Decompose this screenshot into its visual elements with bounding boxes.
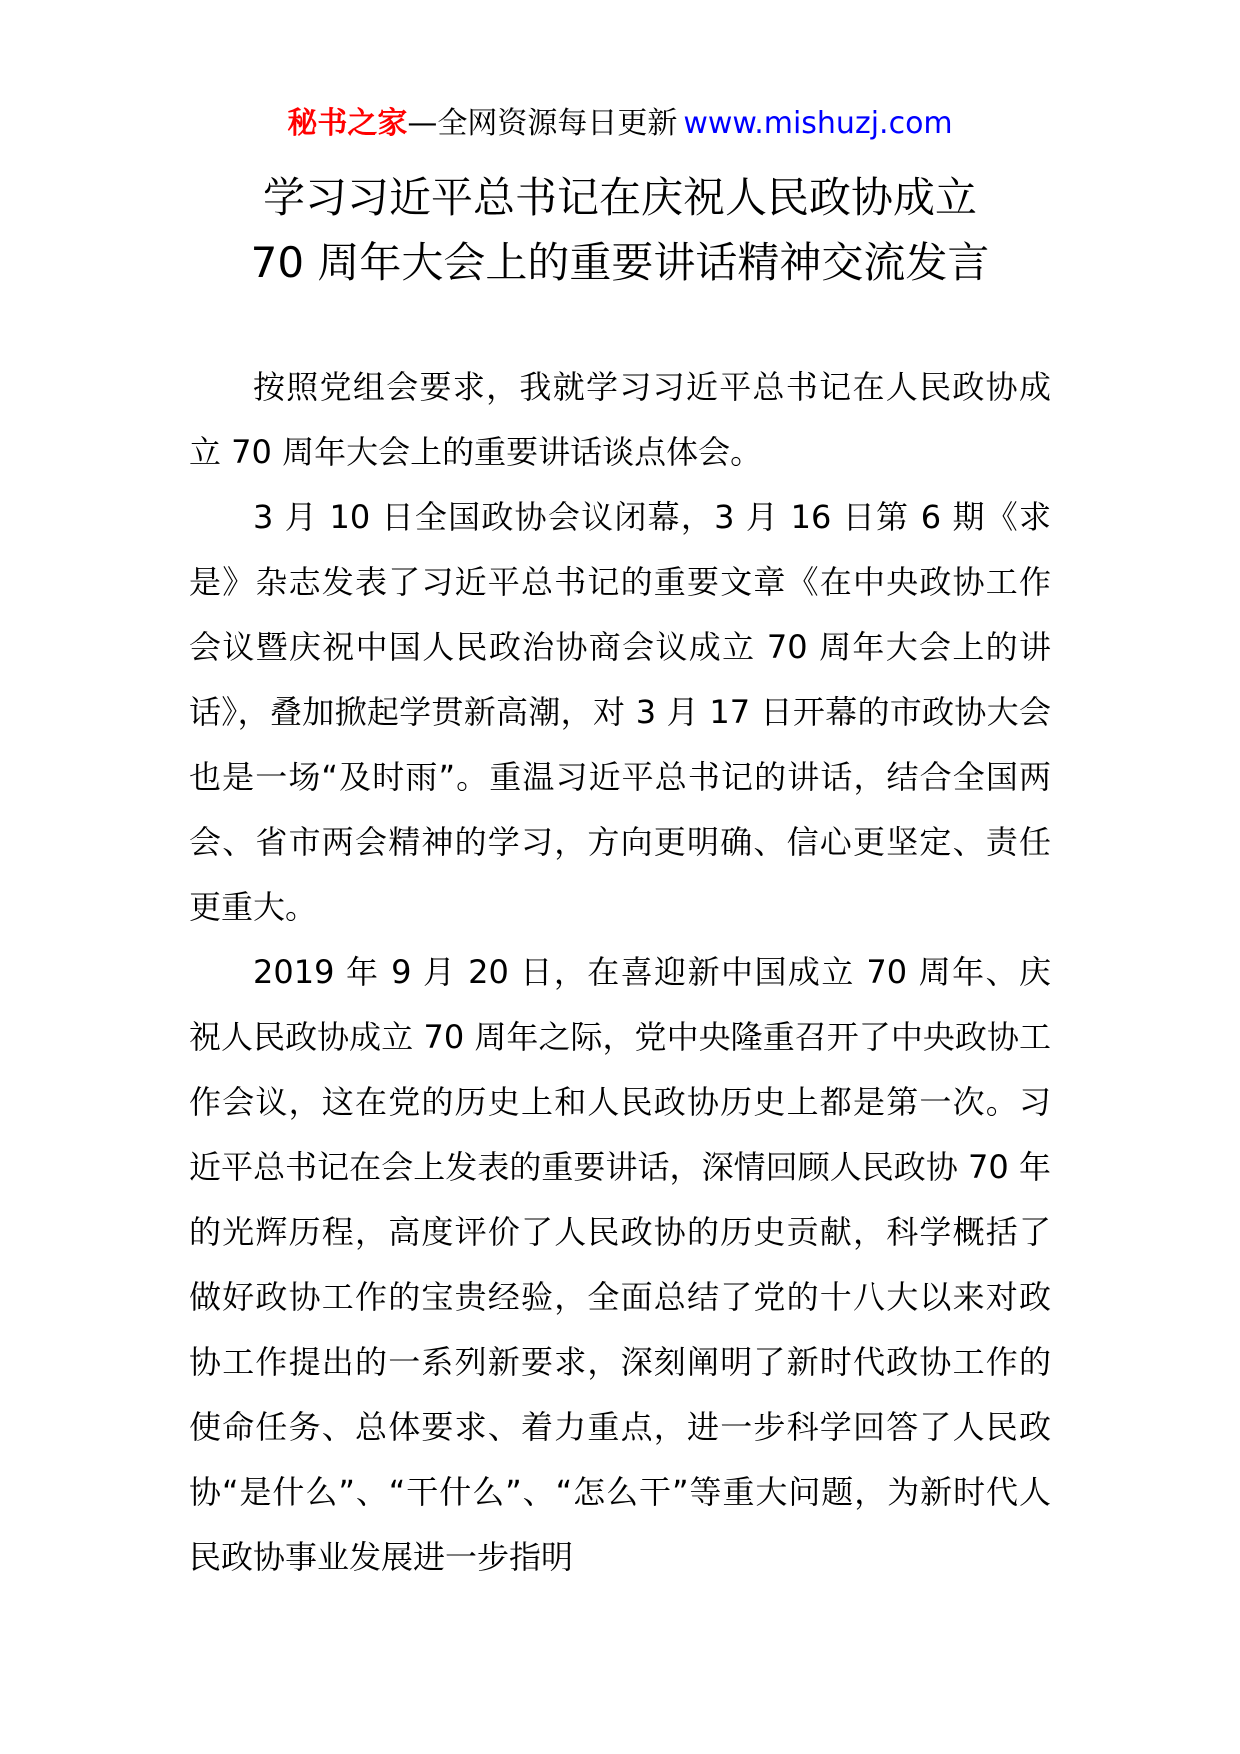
site-header [0, 104, 1240, 144]
header-tagline: —全网资源每日更新 [407, 106, 678, 141]
document-body [189, 355, 1051, 1590]
title-line-1: 学习习近平总书记在庆祝人民政协成立 [262, 173, 977, 222]
paragraph-1: 按照党组会要求，我就学习习近平总书记在人民政协成立 70 周年大会上的重要讲话谈点体会。 [189, 368, 1051, 471]
title-line-2: 70 周年大会上的重要讲话精神交流发言 [250, 238, 990, 287]
paragraph-2: 3 月 10 日全国政协会议闭幕，3 月 16 日第 6 期《求是》杂志发表了习近平总书记的重要文章《在中央政协工作会议暨庆祝中国人民政治协商会议成立 70 周年大会上的讲话》，叠加掀起学贯新高潮，对 3 月 17 日开幕的市政协大会也是一场“及时雨”。重温习近平总书记的讲话，结合全国两会、省市两会精神的学习，方向更明确、信心更坚定、责任更重大。 [189, 498, 1051, 926]
site-url: www.mishuzj.com [683, 106, 953, 141]
paragraph-3: 2019 年 9 月 20 日，在喜迎新中国成立 70 周年、庆祝人民政协成立 70 周年之际，党中央隆重召开了中央政协工作会议，这在党的历史上和人民政协历史上都是第一次。习近平总书记在会上发表的重要讲话，深情回顾人民政协 70 年的光辉历程，高度评价了人民政协的历史贡献，科学概括了做好政协工作的宝贵经验，全面总结了党的十八大以来对政协工作提出的一系列新要求，深刻阐明了新时代政协工作的使命任务、总体要求、着力重点，进一步科学回答了人民政协“是什么”、“干什么”、“怎么干”等重大问题，为新时代人民政协事业发展进一步指明 [189, 953, 1051, 1576]
document-title [0, 165, 1240, 295]
brand-name: 秘书之家 [287, 106, 408, 141]
